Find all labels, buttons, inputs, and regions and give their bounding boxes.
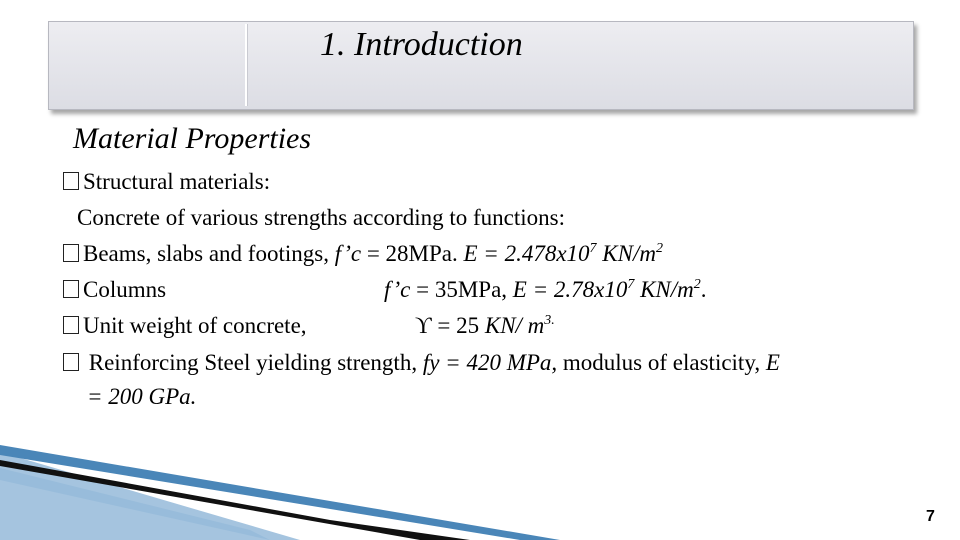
unit-weight-unit: KN/ $m^{3.}$ [484,313,555,338]
concrete-line [77,205,565,231]
bullet-box-icon [63,316,79,334]
steel-fy: fy = 420 MPa, [422,350,558,375]
slide-title: 1. Introduction [320,26,523,63]
unit-weight-label: Unit weight of concrete, [83,313,307,338]
title-divider [245,24,247,106]
bullet-box-icon [63,353,79,371]
bullet-text: Structural materials: [83,169,271,194]
beams-label: Beams, slabs and footings, [83,241,329,266]
unit-weight-value: = 25 [437,313,480,338]
columns-fc-value: = 35MPa, [416,277,508,302]
steel-text-a: Reinforcing Steel yielding strength, [88,350,418,375]
concrete-text: Concrete of various strengths according to functions: [77,205,565,230]
decorative-swoosh [0,440,560,540]
columns-label: Columns [83,277,167,302]
beams-modulus: $E = 2.478x10^7$ $KN/m^2$ [463,241,663,266]
columns-modulus: $E = 2.78x10^7$ $KN/m^2$ [512,277,701,302]
bullet-steel [63,350,780,376]
columns-values [384,277,707,303]
beams-fc: f’c [334,241,362,266]
steel-e: E [765,350,780,375]
gamma-symbol: ϒ [415,313,432,338]
bullet-box-icon [63,280,79,298]
page-number: 7 [926,508,935,525]
bullet-unit-weight [63,313,307,339]
beams-fc-value: = 28MPa. [366,241,458,266]
bullet-structural-materials [63,169,270,195]
steel-modulus-value: = 200 GPa. [87,384,197,409]
columns-trail: . [700,277,707,302]
bullet-box-icon [63,172,79,190]
bullet-columns [63,277,166,303]
section-heading: Material Properties [73,122,312,155]
bullet-beams [63,241,663,267]
unit-weight-values [415,313,555,339]
columns-fc: f’c [384,277,411,302]
steel-text-b: modulus of elasticity, [562,350,761,375]
bullet-box-icon [63,244,79,262]
